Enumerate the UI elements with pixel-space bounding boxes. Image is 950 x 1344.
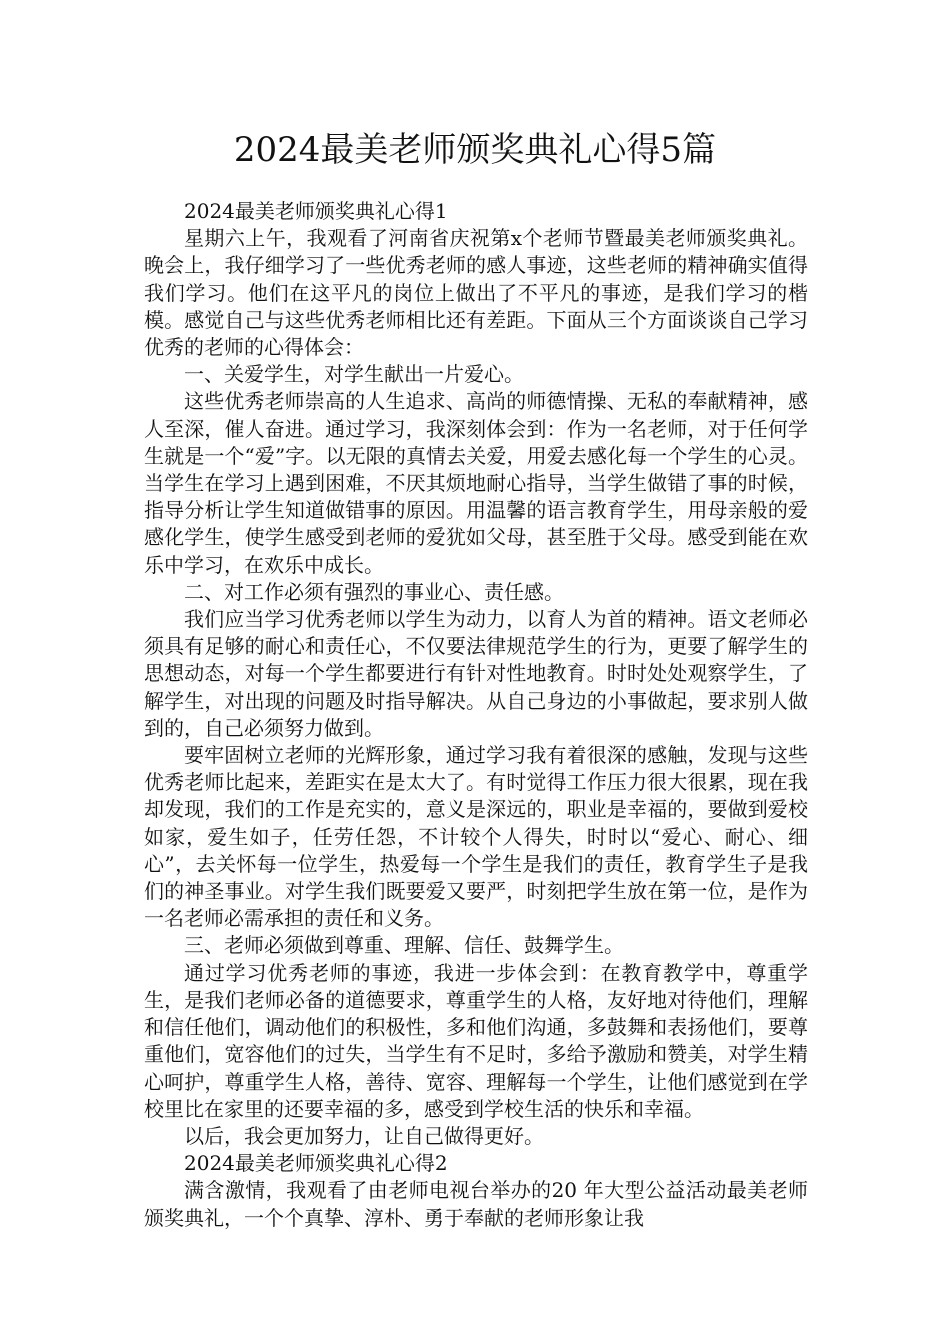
body-paragraph: 这些优秀老师崇高的人生追求、高尚的师德情操、无私的奉献精神，感人至深，催人奋进。通过学习，我深刻体会到：作为一名老师，对于任何学生就是一个“爱”字。以无限的真情去关爱，用爱去感化每一个学生的心灵。当学生在学习上遇到困难，不厌其烦地耐心指导，当学生做错了事的时候，指导分析让学生知道做错事的原因。用温馨的语言教育学生，用母亲般的爱感化学生，使学生感受到老师的爱犹如父母，甚至胜于父母。感受到能在欢乐中学习，在欢乐中成长。 [144,389,808,577]
closing-paragraph: 以后，我会更加努力，让自己做得更好。 [184,1123,544,1148]
body-paragraph: 通过学习优秀老师的事迹，我进一步体会到：在教育教学中，尊重学生，是我们老师必备的道德要求，尊重学生的人格，友好地对待他们，理解和信任他们，调动他们的积极性，多和他们沟通，多鼓舞和表扬他们，要尊重他们，宽容他们的过失，当学生有不足时，多给予激励和赞美，对学生精心呵护，尊重学生人格，善待、宽容、理解每一个学生，让他们感觉到在学校里比在家里的还要幸福的多，感受到学校生活的快乐和幸福。 [144,960,808,1121]
body-paragraph: 满含激情，我观看了由老师电视台举办的20 年大型公益活动最美老师颁奖典礼，一个个真挚、淳朴、勇于奉献的老师形象让我 [144,1178,808,1230]
section-heading-1: 2024最美老师颁奖典礼心得1 [184,199,448,223]
point-heading-3: 三、老师必须做到尊重、理解、信任、鼓舞学生。 [184,933,624,958]
body-paragraph: 我们应当学习优秀老师以学生为动力，以育人为首的精神。语文老师必须具有足够的耐心和责任心，不仅要法律规范学生的行为，更要了解学生的思想动态，对每一个学生都要进行有针对性地教育。时时处处观察学生，了解学生，对出现的问题及时指导解决。从自己身边的小事做起，要求别人做到的，自己必须努力做到。 [144,607,808,740]
document-body [144,198,808,1232]
section-heading-2: 2024最美老师颁奖典礼心得2 [184,1151,448,1176]
point-heading-2: 二、对工作必须有强烈的事业心、责任感。 [184,579,564,604]
document-title: 2024最美老师颁奖典礼心得5篇 [233,130,717,170]
body-paragraph: 要牢固树立老师的光辉形象，通过学习我有着很深的感触，发现与这些优秀老师比起来，差距实在是太大了。有时觉得工作压力很大很累，现在我却发现，我们的工作是充实的，意义是深远的，职业是幸福的，要做到爱校如家，爱生如子，任劳任怨，不计较个人得失，时时以“爱心、耐心、细心”，去关怀每一位学生，热爱每一个学生是我们的责任，教育学生子是我们的神圣事业。对学生我们既要爱又要严，时刻把学生放在第一位，是作为一名老师必需承担的责任和义务。 [144,743,808,931]
intro-paragraph: 星期六上午，我观看了河南省庆祝第x个老师节暨最美老师颁奖典礼。晚会上，我仔细学习了一些优秀老师的感人事迹，这些老师的精神确实值得我们学习。他们在这平凡的岗位上做出了不平凡的事迹，是我们学习的楷模。感觉自己与这些优秀老师相比还有差距。下面从三个方面谈谈自己学习优秀的老师的心得体会： [144,226,808,360]
point-heading-1: 一、关爱学生，对学生献出一片爱心。 [184,362,524,387]
